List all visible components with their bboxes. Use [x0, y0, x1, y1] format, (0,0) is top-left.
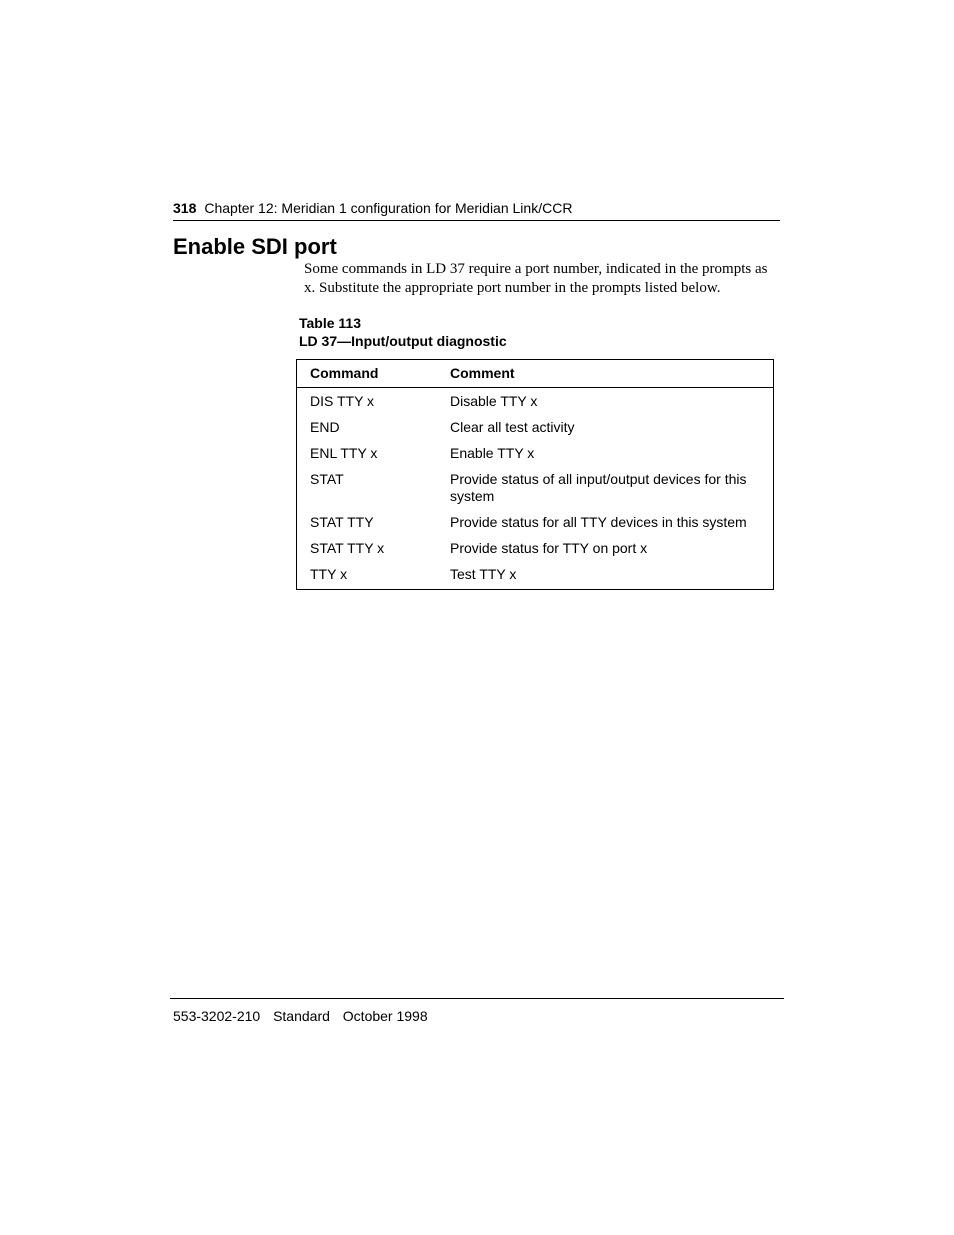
intro-paragraph: Some commands in LD 37 require a port number, indicated in the prompts as x. Substitute the appropriate port number in the prompts listed below.: [304, 261, 768, 296]
column-header-command: Command: [297, 360, 437, 388]
command-cell: STAT TTY: [310, 514, 374, 530]
table-row: [297, 388, 773, 416]
comment-cell: Enable TTY x: [450, 445, 535, 461]
column-header-comment: Comment: [437, 360, 773, 388]
doc-date: October 1998: [342, 1008, 428, 1024]
doc-number: 553-3202-210: [173, 1008, 261, 1024]
comment-cell: Test TTY x: [450, 566, 517, 582]
command-cell: STAT: [310, 471, 344, 487]
comment-cell: Provide status for TTY on port x: [450, 540, 648, 556]
table-title: LD 37—Input/output diagnostic: [299, 333, 507, 349]
command-cell: ENL TTY x: [310, 445, 378, 461]
command-cell: DIS TTY x: [310, 393, 375, 409]
comment-cell: Provide status for all TTY devices in this system: [450, 514, 747, 530]
page-number: 318: [173, 200, 197, 216]
table-row: [297, 441, 773, 467]
table-header-row: [297, 360, 773, 388]
table-row: [297, 415, 773, 441]
page-footer: [170, 998, 784, 1025]
command-cell: TTY x: [310, 566, 348, 582]
comment-cell: Clear all test activity: [450, 419, 575, 435]
comment-cell: Provide status of all input/output devices for this system: [450, 471, 747, 504]
chapter-title: Chapter 12: Meridian 1 configuration for Meridian Link/CCR: [204, 200, 573, 216]
doc-status: Standard: [273, 1008, 330, 1024]
table-number: Table 113: [299, 315, 362, 331]
command-table: [296, 359, 774, 590]
table-row: [297, 562, 773, 589]
table-row: [297, 467, 773, 510]
table-row: [297, 510, 773, 536]
table-row: [297, 536, 773, 562]
table-caption: [299, 314, 507, 350]
command-cell: STAT TTY x: [310, 540, 385, 556]
page-header: [173, 200, 780, 221]
comment-cell: Disable TTY x: [450, 393, 538, 409]
command-cell: END: [310, 419, 340, 435]
section-title: Enable SDI port: [173, 234, 337, 259]
